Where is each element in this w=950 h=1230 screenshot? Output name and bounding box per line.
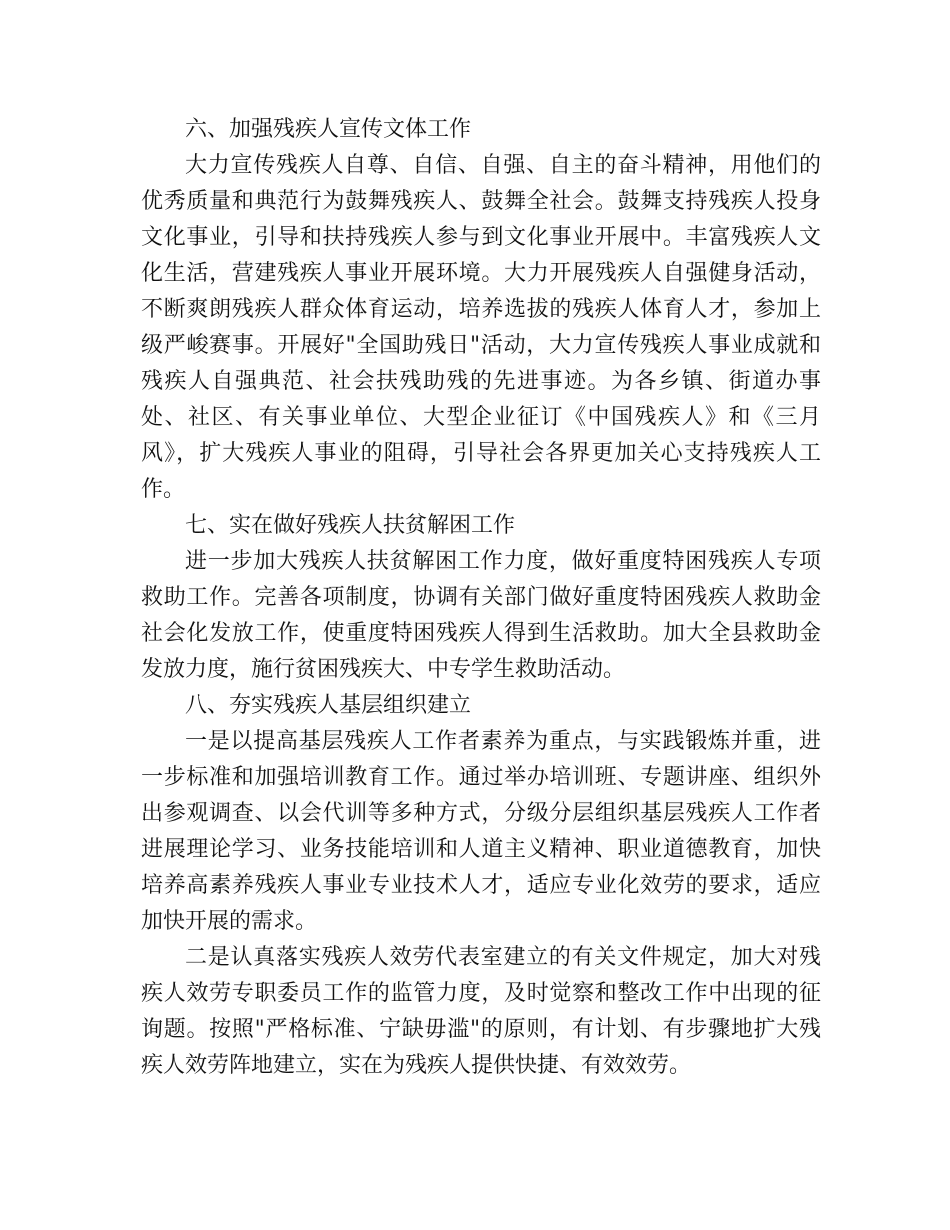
section-8-heading: 八、夯实残疾人基层组织建立	[185, 693, 472, 718]
document-body	[141, 112, 821, 1084]
section-6-paragraph: 大力宣传残疾人自尊、自信、自强、自主的奋斗精神，用他们的优秀质量和典范行为鼓舞残疾人、鼓舞全社会。鼓舞支持残疾人投身文化事业，引导和扶持残疾人参与到文化事业开展中。丰富残疾人文化生活，营建残疾人事业开展环境。大力开展残疾人自强健身活动，不断爽朗残疾人群众体育运动，培养选拔的残疾人体育人才，参加上级严峻赛事。开展好"全国助残日"活动，大力宣传残疾人事业成就和残疾人自强典范、社会扶残助残的先进事迹。为各乡镇、街道办事处、社区、有关事业单位、大型企业征订《中国残疾人》和《三月风》，扩大残疾人事业的阻碍，引导社会各界更加关心支持残疾人工作。	[141, 153, 821, 502]
section-8-paragraph-2: 二是认真落实残疾人效劳代表室建立的有关文件规定，加大对残疾人效劳专职委员工作的监管力度，及时觉察和整改工作中出现的征询题。按照"严格标准、宁缺毋滥"的原则，有计划、有步骤地扩大残疾人效劳阵地建立，实在为残疾人提供快捷、有效效劳。	[141, 945, 821, 1078]
section-6-heading: 六、加强残疾人宣传文体工作	[185, 117, 472, 142]
section-7-heading: 七、实在做好残疾人扶贫解困工作	[185, 513, 516, 538]
section-7-paragraph: 进一步加大残疾人扶贫解困工作力度，做好重度特困残疾人专项救助工作。完善各项制度，协调有关部门做好重度特困残疾人救助金社会化发放工作，使重度特困残疾人得到生活救助。加大全县救助金发放力度，施行贫困残疾大、中专学生救助活动。	[141, 549, 821, 682]
section-8-paragraph-1: 一是以提高基层残疾人工作者素养为重点，与实践锻炼并重，进一步标准和加强培训教育工作。通过举办培训班、专题讲座、组织外出参观调查、以会代训等多种方式，分级分层组织基层残疾人工作者进展理论学习、业务技能培训和人道主义精神、职业道德教育，加快培养高素养残疾人事业专业技术人才，适应专业化效劳的要求，适应加快开展的需求。	[141, 729, 821, 934]
